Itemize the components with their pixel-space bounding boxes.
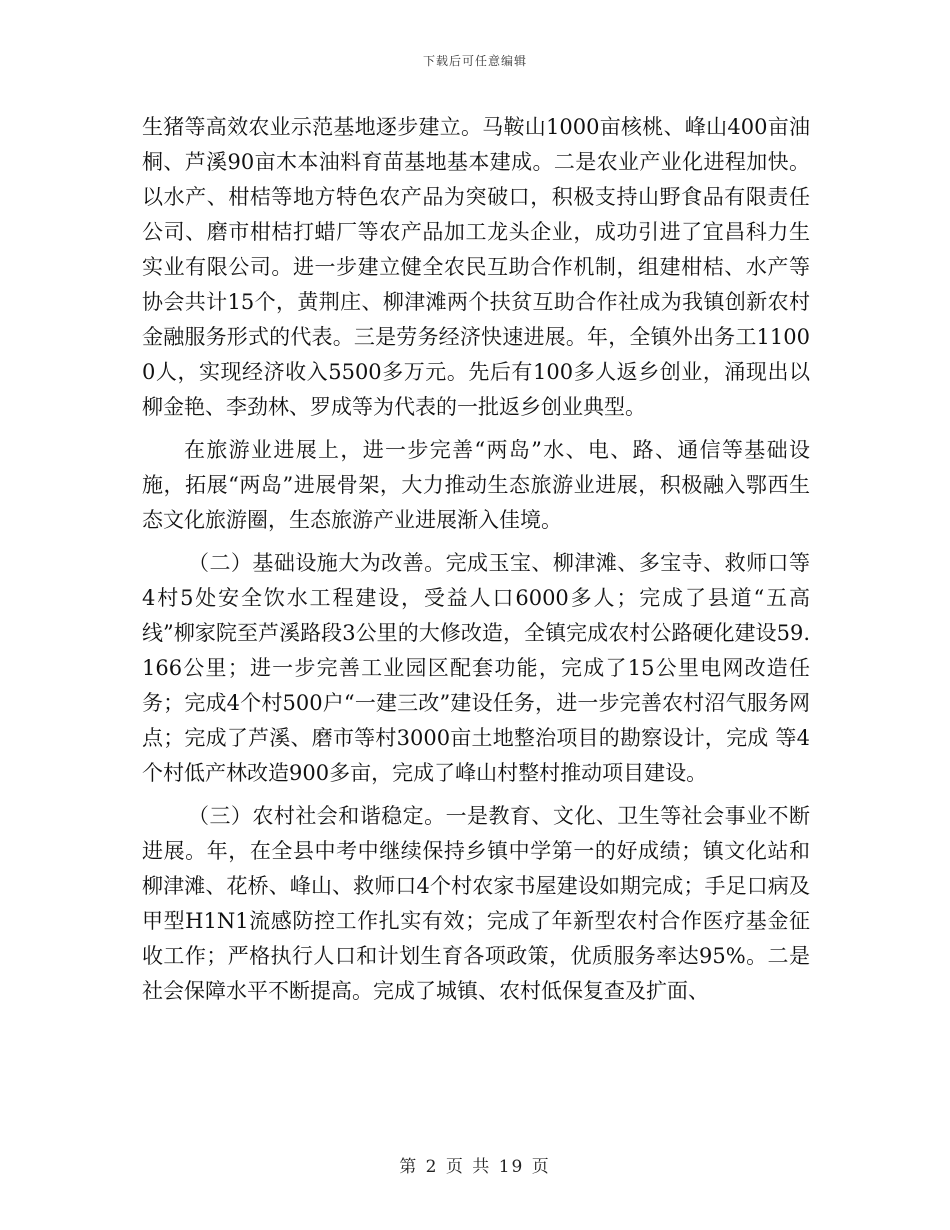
paragraph-infrastructure: （二）基础设施大为改善。完成玉宝、柳津滩、多宝寺、救师口等4村5处安全饮水工程建设，受益人口6000多人；完成了县道“五高线”柳家院至芦溪路段3公里的大修改造，全镇完成农村公路硬化建设59.166公里；进一步完善工业园区配套功能，完成了15公里电网改造任务；完成4个村500户“一建三改”建设任务，进一步完善农村沼气服务网点；完成了芦溪、磨市等村3000亩土地整治项目的勘察设计，完成 等4个村低产林改造900多亩，完成了峰山村整村推动项目建设。 bbox=[142, 551, 810, 785]
paragraph-tourism: 在旅游业进展上，进一步完善“两岛”水、电、路、通信等基础设施，拓展“两岛”进展骨架，大力推动生态旅游业进展，积极融入鄂西生态文化旅游圈，生态旅游产业进展渐入佳境。 bbox=[142, 438, 810, 532]
page-number-footer: 第 2 页 共 19 页 bbox=[399, 1157, 551, 1177]
paragraph-social-stability: （三）农村社会和谐稳定。一是教育、文化、卫生等社会事业不断进展。年，在全县中考中继续保持乡镇中学第一的好成绩；镇文化站和柳津滩、花桥、峰山、救师口4个村农家书屋建设如期完成；手足口病及甲型H1N1流感防控工作扎实有效；完成了年新型农村合作医疗基金征收工作；严格执行人口和计划生育各项政策，优质服务率达95%。二是社会保障水平不断提高。完成了城镇、农村低保复查及扩面、 bbox=[142, 804, 810, 1003]
paragraph-agriculture: 生猪等高效农业示范基地逐步建立。马鞍山1000亩核桃、峰山400亩油桐、芦溪90亩木本油料育苗基地基本建成。二是农业产业化进程加快。以水产、柑桔等地方特色农产品为突破口，积极支持山野食品有限责任公司、磨市柑桔打蜡厂等农产品加工龙头企业，成功引进了宜昌科力生实业有限公司。进一步建立健全农民互助合作机制，组建柑桔、水产等协会共计15个，黄荆庄、柳津滩两个扶贫互助合作社成为我镇创新农村金融服务形式的代表。三是劳务经济快速进展。年，全镇外出务工11000人，实现经济收入5500多万元。先后有100多人返乡创业，涌现出以柳金艳、李劲林、罗成等为代表的一批返乡创业典型。 bbox=[142, 115, 810, 419]
document-body bbox=[142, 110, 810, 1009]
page-header-note: 下载后可任意编辑 bbox=[422, 54, 527, 68]
